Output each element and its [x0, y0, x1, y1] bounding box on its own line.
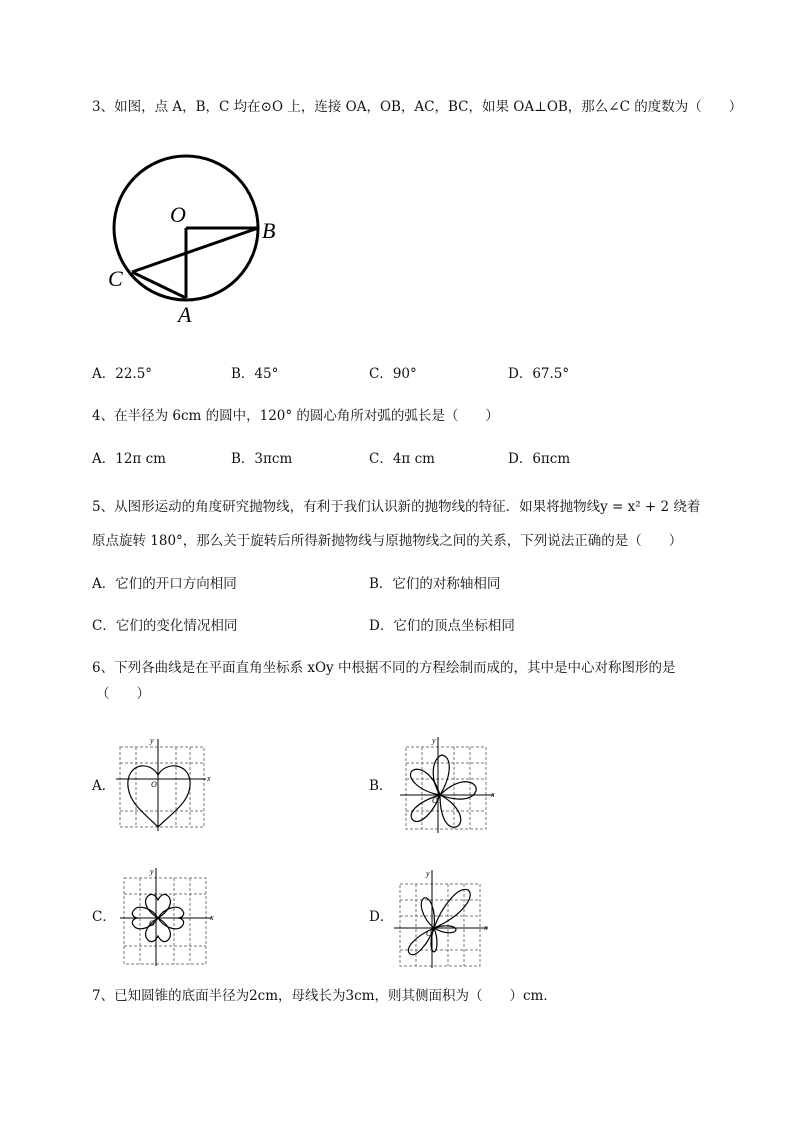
- q5-stem-line2: 原点旋转 180°，那么关于旋转后所得新抛物线与原抛物线之间的关系，下列说法正确的是（ ）: [92, 533, 683, 549]
- axis-x-label: x: [207, 774, 211, 783]
- q3-option-a[interactable]: A．22.5°: [92, 366, 153, 382]
- origin-label: O: [151, 780, 157, 789]
- q7-stem: 7、已知圆锥的底面半径为2cm，母线长为3cm，则其侧面积为（ ）cm．: [92, 988, 557, 1004]
- q4-option-d[interactable]: D．6πcm: [508, 451, 571, 467]
- label-a: A: [178, 302, 192, 327]
- q3-option-b[interactable]: B．45°: [231, 366, 279, 382]
- axis-x-label: x: [484, 923, 488, 932]
- axis-y-label: y: [426, 869, 430, 878]
- q3-option-d[interactable]: D．67.5°: [508, 366, 570, 382]
- origin-label: O: [149, 919, 155, 928]
- q4-option-a[interactable]: A．12π cm: [92, 451, 166, 467]
- q5-option-d[interactable]: D．它们的顶点坐标相同: [369, 618, 515, 634]
- q6-graph-b: [396, 735, 501, 835]
- axis-x-label: x: [491, 790, 495, 799]
- q6-option-a[interactable]: A．: [92, 778, 116, 794]
- q6-graph-d: [392, 866, 497, 971]
- label-o: O: [170, 202, 186, 227]
- axis-x-label: x: [210, 913, 214, 922]
- q6-stem-line1: 6、下列各曲线是在平面直角坐标系 xOy 中根据不同的方程绘制而成的，其中是中心对称图形的是: [92, 660, 676, 676]
- q5-option-a[interactable]: A．它们的开口方向相同: [92, 576, 237, 592]
- q5-option-c[interactable]: C．它们的变化情况相同: [92, 618, 238, 634]
- label-c: C: [108, 266, 123, 291]
- q6-option-b[interactable]: B．: [369, 778, 393, 794]
- q6-graph-a: [112, 735, 212, 835]
- origin-label: O: [432, 796, 438, 805]
- q3-circle-figure: [100, 150, 300, 330]
- q3-stem: 3、如图，点 A，B，C 均在⊙O 上，连接 OA，OB，AC，BC，如果 OA⊥OB，那么∠C 的度数为（ ）: [92, 99, 743, 115]
- q6-graph-c: [118, 868, 218, 968]
- q5-stem-line1: 5、从图形运动的角度研究抛物线，有利于我们认识新的抛物线的特征．如果将抛物线y = x² + 2 绕着: [92, 499, 701, 515]
- axis-y-label: y: [150, 867, 154, 876]
- q5-option-b[interactable]: B．它们的对称轴相同: [369, 576, 501, 592]
- label-b: B: [262, 218, 276, 243]
- q6-stem-line2: （ ）: [96, 686, 150, 702]
- q3-option-c[interactable]: C．90°: [369, 366, 417, 382]
- q4-stem: 4、在半径为 6cm 的圆中，120° 的圆心角所对弧的弧长是（ ）: [92, 408, 499, 424]
- axis-y-label: y: [150, 736, 154, 745]
- q6-option-c[interactable]: C．: [92, 909, 116, 925]
- axis-y-label: y: [432, 736, 436, 745]
- q4-option-c[interactable]: C．4π cm: [369, 451, 435, 467]
- q6-option-d[interactable]: D．: [369, 909, 394, 925]
- origin-label: O: [426, 929, 432, 938]
- q4-option-b[interactable]: B．3πcm: [231, 451, 293, 467]
